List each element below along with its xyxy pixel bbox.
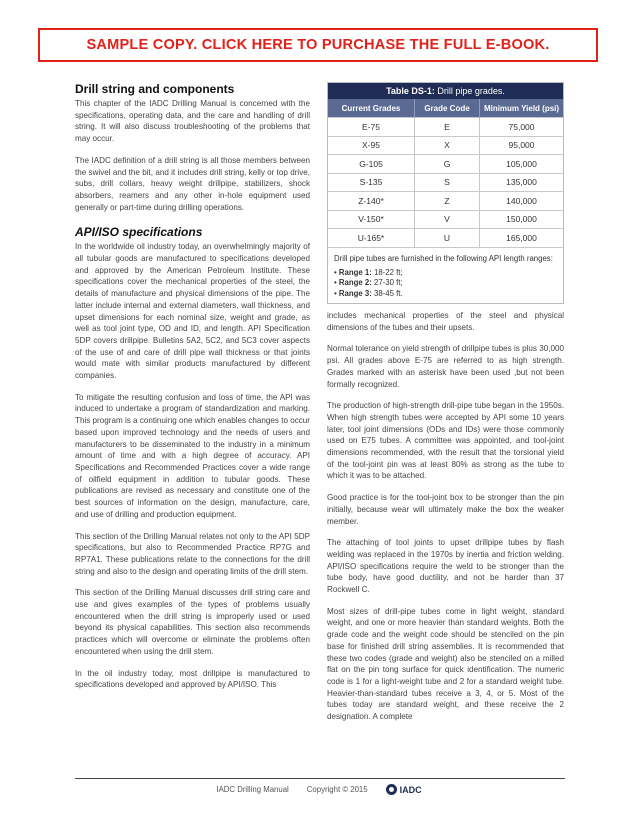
table-cell: U — [415, 229, 480, 247]
table-row — [328, 173, 563, 192]
table-cell: 105,000 — [480, 155, 564, 174]
purchase-banner-link[interactable]: SAMPLE COPY. CLICK HERE TO PURCHASE THE FULL E-BOOK. — [38, 28, 598, 62]
grades-table — [328, 99, 563, 247]
table-row — [328, 229, 563, 247]
table-cell: E-75 — [328, 118, 415, 137]
iadc-logo-icon — [386, 784, 397, 795]
table-row — [328, 136, 563, 155]
paragraph: In the oil industry today, most drillpipe is manufactured to specifications developed and approved by API/ISO. This — [75, 668, 310, 690]
table-cell: G — [415, 155, 480, 174]
range-label: Range 1: — [338, 267, 372, 277]
paragraph: Good practice is for the tool-joint box to be stronger than the pin initially, because wear will ultimately make the box the weaker member. — [327, 493, 564, 526]
range-value: 27-30 ft; — [371, 278, 403, 287]
table-note — [328, 247, 563, 304]
table-cell: 75,000 — [480, 118, 564, 137]
table-title — [328, 83, 563, 99]
range-item: • Range 1: 18-22 ft; — [334, 267, 403, 277]
drill-pipe-grades-table — [327, 82, 564, 304]
table-cell: Z — [415, 192, 480, 211]
paragraph: The attaching of tool joints to upset drillpipe tubes by flash welding was replaced in the 1970s by inertia and friction welding. API/ISO specifications require the weld to be stronger than the tube body, have good ductility, and not be harder than 37 Rockwell C. — [327, 538, 564, 595]
table-header: Grade Code — [415, 99, 480, 118]
table-cell: 165,000 — [480, 229, 564, 247]
paragraph: In the worldwide oil industry today, an overwhelmingly majority of all tubular goods are manufactured to specifications developed and approved by the American Petroleum Institute. These specifications cover the mechanical properties of the steel, the details of manufacture and physical dimensions of the pipe. The latter include internal and external diameters, wall thickness, and upset dimensions for each nominal size, weight and grade, as well as tool joint type, OD and ID, and length. API Specification 5DP covers drillpipe. Bulletins 5A2, 5C2, and 5C3 cover aspects of the use of and care of drill pipe wall thickness or that joints would mate with similar products manufactured by different companies. — [75, 242, 310, 381]
table-title-label: Table DS-1: — [386, 86, 435, 96]
paragraph: Normal tolerance on yield strength of drillpipe tubes is plus 30,000 psi. All grades above E-75 are referred to as high strength. Grades marked with an asterisk have been used ,but not been formally recognized. — [327, 344, 564, 389]
paragraph: The IADC definition of a drill string is all those members between the swivel and the bit, and it includes drill string, kelly or top drive, subs, drill collars, heavy weight drillpipe, stabilizers, shock absorbers, reamers and any other in-hole equipment used generally or part-time during drilling operations. — [75, 155, 310, 212]
paragraph: This section of the Drilling Manual relates not only to the API 5DP specifications, but also to Recommended Practice RP7G and RP7A1. These publications relate to the connections for the drill string and also to the design and operating limits of the drill stem. — [75, 531, 310, 576]
left-column — [75, 82, 310, 701]
range-item: • Range 2: 27-30 ft; — [334, 278, 403, 287]
paragraph: The production of high-strength drill-pipe tube began in the 1950s. When high strength tubes were accepted by API some 10 years later, tool joint dimensions (ODs and IDs) were those commonly used on E75 tubes. A committee was appointed, and tool-joint dimensions recommended, with the result that the torsional yield of the tool-joint pin was at least 80% as strong as the tube to which it was to be attached. — [327, 401, 564, 481]
subsection-heading: API/ISO specifications — [75, 225, 203, 240]
table-header: Minimum Yield (psi) — [480, 99, 564, 118]
paragraph: To mitigate the resulting confusion and loss of time, the API was induced to undertake a program of standardization and marking. This program is a continuing one which enables changes to occur based upon improved technology and the needs of users and manufacturers to be disseminated to the industry in a minimum amount of time and with a high degree of accuracy. API Specifications and Recommended Practices cover a wide range of oilfield equipment in addition to tubular goods. These publications are revised as necessary and constitute one of the best sources of information on the design, manufacture, care, and use of drilling and production equipment. — [75, 392, 310, 519]
table-cell: S — [415, 173, 480, 192]
iadc-logo-text: IADC — [399, 784, 422, 795]
table-row — [328, 155, 563, 174]
table-cell: V — [415, 210, 480, 229]
table-cell: V-150* — [328, 210, 415, 229]
table-title-text: Drill pipe grades. — [434, 86, 505, 96]
table-cell: 140,000 — [480, 192, 564, 211]
table-header: Current Grades — [328, 99, 415, 118]
range-label: Range 3: — [338, 288, 372, 298]
footer-divider — [75, 778, 565, 779]
right-column — [327, 82, 564, 733]
range-value: 18-22 ft; — [371, 267, 403, 277]
table-cell: G-105 — [328, 155, 415, 174]
table-cell: E — [415, 118, 480, 137]
table-row — [328, 118, 563, 137]
table-row — [328, 192, 563, 211]
table-row — [328, 210, 563, 229]
table-cell: S-135 — [328, 173, 415, 192]
table-cell: X — [415, 136, 480, 155]
table-cell: 150,000 — [480, 210, 564, 229]
table-cell: U-165* — [328, 229, 415, 247]
page-footer — [0, 784, 638, 795]
table-cell: 135,000 — [480, 173, 564, 192]
section-heading: Drill string and components — [75, 82, 235, 96]
paragraph: Most sizes of drill-pipe tubes come in light weight, standard weight, and one or more heavier than standard weights. Both the grade code and the weight code should be stenciled on the pin base for finished drill string assemblies. It is recommended that these two codes (grade and weight) also be stenciled on a milled flat on the pin tong surface for quick identification. The numeric code is 1 for a light-weight tube and 2 for a standard weight tube. Heavier-than-standard tubes receive a 3, 4, or 5. Most of the tubes today are standard weight, and these receive the 2 designation. A complete — [327, 606, 564, 722]
paragraph: This section of the Drilling Manual discusses drill string care and use and gives examples of the types of problems usually encountered when the drill string is improperly used or used beyond its physical capabilities. This section also recommends practices which will overcome or eliminate the problems often encountered when using the drill stem. — [75, 588, 310, 656]
paragraph: This chapter of the IADC Drilling Manual is concerned with the specifications, operating data, and the care and handling of drill string. It will also discuss troubleshooting of the problems that may occur. — [75, 99, 310, 144]
footer-manual-title: IADC Drilling Manual — [216, 785, 289, 794]
table-note-text: Drill pipe tubes are furnished in the following API length ranges: — [334, 253, 553, 263]
table-cell: X-95 — [328, 136, 415, 155]
table-cell: 95,000 — [480, 136, 564, 155]
table-cell: Z-140* — [328, 192, 415, 211]
iadc-logo — [386, 784, 422, 795]
paragraph: includes mechanical properties of the steel and physical dimensions of the tubes and their upsets. — [327, 311, 564, 332]
range-item: • Range 3: 38-45 ft. — [334, 288, 403, 298]
range-label: Range 2: — [338, 278, 372, 287]
footer-copyright: Copyright © 2015 — [306, 785, 368, 794]
range-value: 38-45 ft. — [371, 288, 403, 298]
